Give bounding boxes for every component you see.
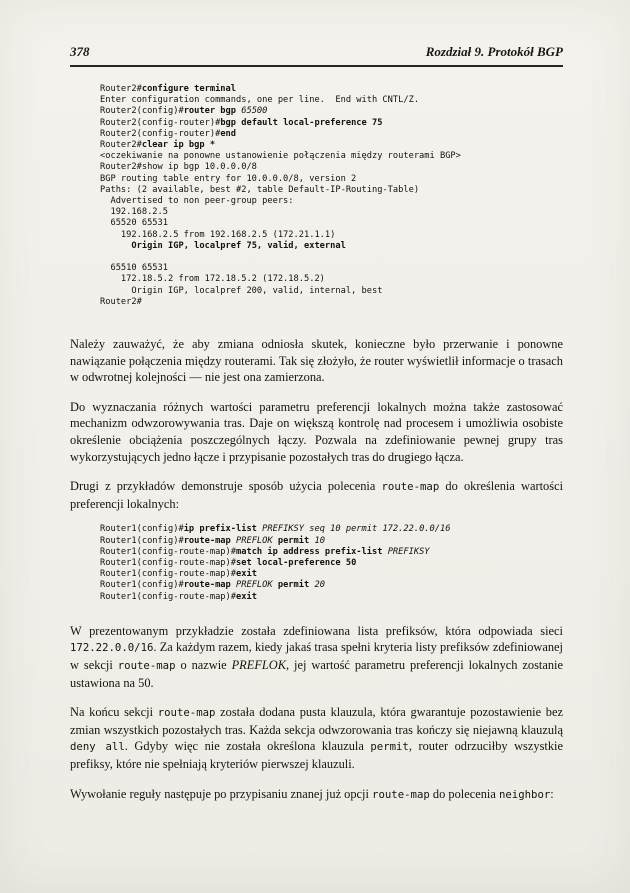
text-segment: permit [277,535,315,546]
paragraph-empty-clause-explanation [70,704,563,772]
text-segment: Router1(config)# [100,535,184,546]
code-line [100,252,563,263]
text-segment: Drugi z przykładów demonstruje sposób użycia polecenia [70,479,382,494]
code-line [100,263,563,274]
text-segment: Wywołanie reguły następuje po przypisaniu znanej już opcji [70,786,373,801]
text-segment: Do wyznaczania różnych wartości parametru preferencji lokalnych można także zastosować mechanizm odwzorowywania tras. Daje on większą kontrolę nad procesem i umożliwia osobiste określenie obciążenia poszczególnych łączy. Pozwala na zdefiniowanie pewnej grupy tras wykorzystujących jedno łącze i przypisanie pozostałych tras do drugiego łącza. [70,399,563,464]
text-segment: route-map [372,787,430,801]
page-header [70,44,563,60]
text-segment: 65500 [241,106,268,117]
text-segment: Router1(config-route-map)# [100,591,236,602]
code-line [100,569,563,580]
code-line [100,241,563,252]
text-segment: set local-preference 50 [236,558,357,569]
code-line [100,95,563,106]
text-segment: PREFLOK [231,658,286,673]
text-segment: PREFIKSY [387,546,430,557]
text-segment: PREFLOK [236,535,278,546]
text-segment [100,241,131,251]
text-segment: 65510 65531 [100,263,168,274]
text-segment: 10 [314,535,325,546]
text-segment: 65520 65531 [100,218,168,229]
text-segment: Należy zauważyć, że aby zmiana odniosła skutek, konieczne było przerwanie i ponowne nawiązanie połączenia między routerami. Tak się złożyło, że router wyświetlił informacje o trasach w odwrotnej kolejności — nie jest ona zamierzona. [70,337,563,385]
text-segment: neighbor [498,787,551,801]
text-segment: Router1(config-route-map)# [100,546,236,557]
code-line [100,84,563,95]
text-segment: Router1(config-route-map)# [100,558,236,569]
text-segment: Origin IGP, localpref 200, valid, internal, best [100,285,383,296]
code-line [100,196,563,207]
code-line [100,592,563,603]
code-line [100,162,563,173]
code-line [100,547,563,558]
text-segment: 20 [314,580,325,591]
text-segment: do polecenia [429,786,499,801]
text-segment: route-map [183,580,236,591]
text-segment: Router2# [100,140,142,151]
text-segment: : [550,786,554,801]
text-segment: PREFLOK [236,580,278,591]
chapter-title: Rozdział 9. Protokół BGP [425,44,563,59]
paragraph-reconnect-note [70,336,563,386]
text-segment: Router2(config)# [100,106,184,117]
text-segment: BGP routing table entry for 10.0.0.0/8, version 2 [100,173,357,184]
text-segment: 192.168.2.5 [100,207,168,218]
text-segment: , router odrzuciłby wszystkie prefiksy, które nie spełniają kryteriów pierwszej klauzuli. [70,739,563,771]
text-segment: route-map [117,659,176,673]
text-segment: Router2#show ip bgp 10.0.0.0/8 [100,162,257,173]
code-line [100,297,563,308]
text-segment: , jej wartość parametru preferencji lokalnych zostanie ustawiona na 50. [70,658,564,690]
code-line [100,274,563,285]
text-segment: Router1(config)# [100,524,184,535]
text-segment: PREFIKSY seq 10 permit 172.22.0.0/16 [262,524,451,535]
code-line [100,558,563,569]
text-segment: . Gdyby więc nie została określona klauzula [124,739,371,754]
text-segment: Paths: (2 available, best #2, table Default-IP-Routing-Table) [100,184,420,195]
code-block-router1-config [100,524,563,602]
paragraph-route-map-intro [70,399,563,465]
page-number: 378 [70,44,90,59]
paragraph-prefix-list-explanation [70,623,563,691]
text-segment: Router1(config-route-map)# [100,569,236,580]
text-segment: Router2# [100,84,142,94]
text-segment: <oczekiwanie na ponowne ustanowienie połączenia między routerami BGP> [100,151,461,162]
text-segment: route-map [183,535,236,546]
code-line [100,524,563,535]
code-line [100,129,563,140]
text-segment: route-map [381,480,440,494]
text-segment: 172.22.0.0/16 [70,641,154,655]
text-segment: . Za każdym razem, kiedy jakaś trasa spełni kryteria listy prefiksów zdefiniowanej w sekcji [70,640,563,673]
code-line [100,106,563,117]
code-line [100,185,563,196]
code-block-router2-output [100,84,563,308]
text-segment: route-map [157,706,216,720]
text-segment: exit [236,569,257,580]
text-segment: match ip address prefix-list [236,546,388,557]
paragraph-example-lead [70,478,563,512]
code-line [100,286,563,297]
text-segment: Router2# [100,296,142,307]
text-segment: permit [277,580,315,591]
code-line [100,151,563,162]
code-line [100,174,563,185]
paragraph-neighbor-lead [70,786,563,804]
code-line [100,580,563,591]
text-segment: bgp default local-preference 75 [220,117,383,128]
text-segment: 172.18.5.2 from 172.18.5.2 (172.18.5.2) [100,274,325,285]
text-segment: end [220,128,237,139]
text-segment: ip prefix-list [183,524,263,535]
code-line [100,230,563,241]
code-line [100,118,563,129]
text-segment: Router2(config-router)# [100,128,221,139]
text-segment: clear ip bgp * [141,140,216,151]
text-segment: do określenia wartości preferencji lokalnych: [70,479,564,511]
text-segment: deny all [70,740,125,754]
text-segment: router bgp [183,106,242,117]
text-segment: Router2(config-router)# [100,117,221,128]
text-segment: exit [236,591,257,602]
text-segment: o nazwie [175,658,232,673]
code-line [100,207,563,218]
text-segment: Router1(config)# [100,580,184,591]
code-line [100,140,563,151]
text-segment: Advertised to non peer-group peers: [100,196,294,207]
text-segment: W prezentowanym przykładzie została zdefiniowana lista prefiksów, która odpowiada sieci [70,623,563,638]
text-segment: permit [370,740,409,754]
text-segment: Origin IGP, localpref 75, valid, external [131,240,346,251]
code-line [100,536,563,547]
text-segment: Na końcu sekcji [70,705,158,720]
text-segment: configure terminal [141,84,236,94]
header-rule [70,65,563,67]
text-segment: 192.168.2.5 from 192.168.2.5 (172.21.1.1) [100,229,336,240]
text-segment: Enter configuration commands, one per line. End with CNTL/Z. [100,95,420,106]
text-segment: została dodana pusta klauzula, która gwarantuje pozostawienie bez zmian wszystkich pozostałych tras. Każda sekcja odwzorowania tras kończy się niejawną klauzulą [70,705,563,737]
code-line [100,218,563,229]
